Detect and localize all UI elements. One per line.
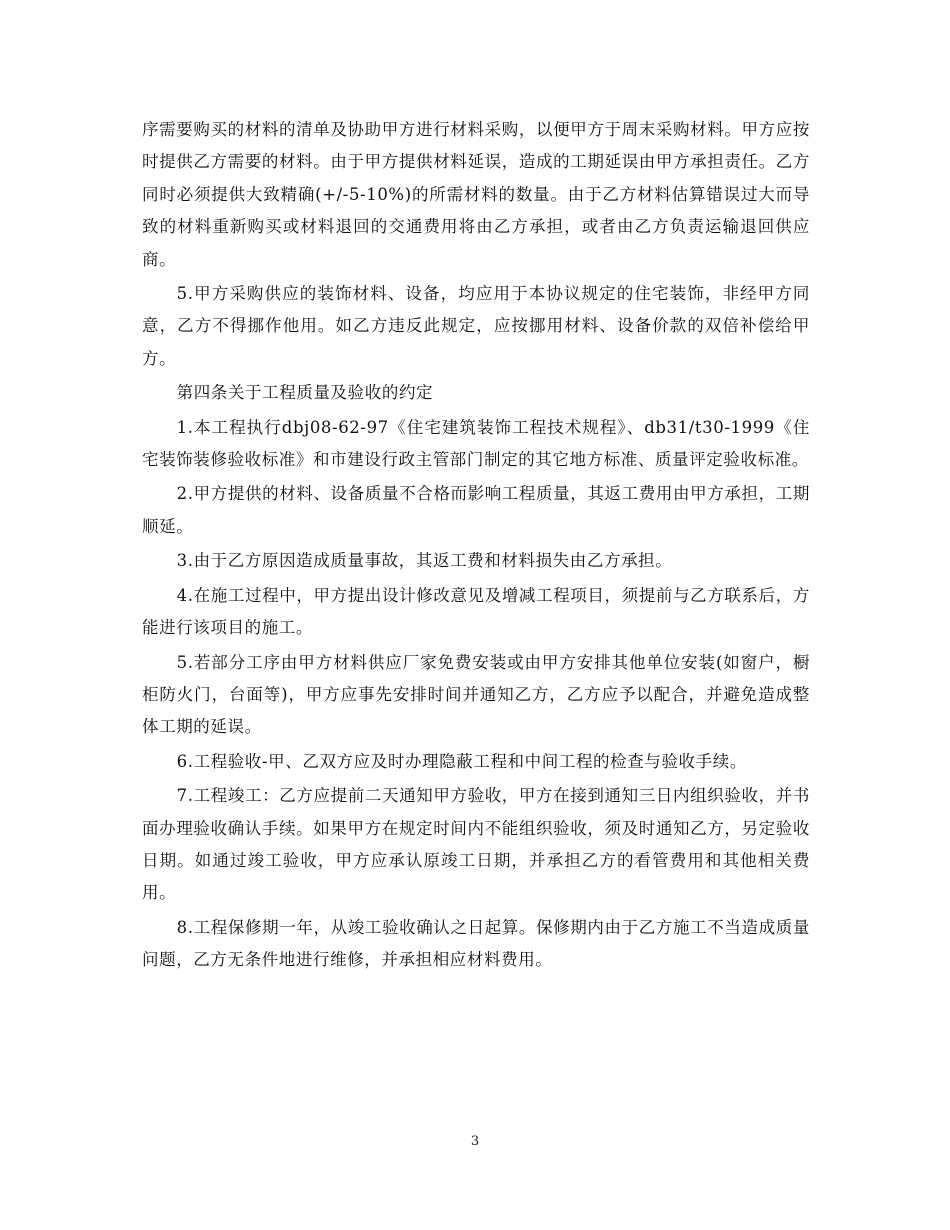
paragraph-clause-5-installation: 5.若部分工序由甲方材料供应厂家免费安装或由甲方安排其他单位安装(如窗户，橱柜防火门，台面等)，甲方应事先安排时间并通知乙方，乙方应予以配合，并避免造成整体工期的延误。 bbox=[142, 652, 810, 737]
paragraph-continuation: 序需要购买的材料的清单及协助甲方进行材料采购，以便甲方于周末采购材料。甲方应按时提供乙方需要的材料。由于甲方提供材料延误，造成的工期延误由甲方承担责任。乙方同时必须提供大致精确(+/-5-10%)的所需材料的数量。由于乙方材料估算错误过大而导致的材料重新购买或材料退回的交通费用将由乙方承担，或者由乙方负责运输退回供应商。 bbox=[142, 120, 810, 269]
paragraph-clause-5-materials: 5.甲方采购供应的装饰材料、设备，均应用于本协议规定的住宅装饰，非经甲方同意，乙方不得挪作他用。如乙方违反此规定，应按挪用材料、设备价款的双倍补偿给甲方。 bbox=[142, 284, 810, 368]
page-number: 3 bbox=[470, 1134, 480, 1149]
paragraph-clause-2-quality: 2.甲方提供的材料、设备质量不合格而影响工程质量，其返工费用由甲方承担，工期顺延。 bbox=[142, 484, 810, 536]
paragraph-clause-4-changes: 4.在施工过程中，甲方提出设计修改意见及增减工程项目，须提前与乙方联系后，方能进行该项目的施工。 bbox=[142, 585, 810, 638]
paragraph-clause-8-warranty: 8.工程保修期一年，从竣工验收确认之日起算。保修期内由于乙方施工不当造成质量问题，乙方无条件地进行维修，并承担相应材料费用。 bbox=[142, 917, 810, 970]
paragraph-clause-3-accident: 3.由于乙方原因造成质量事故，其返工费和材料损失由乙方承担。 bbox=[176, 551, 673, 571]
paragraph-clause-7-completion: 7.工程竣工：乙方应提前二天通知甲方验收，甲方在接到通知三日内组织验收，并书面办理验收确认手续。如果甲方在规定时间内不能组织验收，须及时通知乙方，另定验收日期。如通过竣工验收，甲方应承认原竣工日期，并承担乙方的看管费用和其他相关费用。 bbox=[142, 786, 810, 903]
section-heading-article-4: 第四条关于工程质量及验收的约定 bbox=[176, 383, 434, 403]
paragraph-clause-1-standards: 1.本工程执行dbj08-62-97《住宅建筑装饰工程技术规程》、db31/t30-1999《住宅装饰装修验收标准》和市建设行政主管部门制定的其它地方标准、质量评定验收标准。 bbox=[142, 417, 810, 470]
paragraph-clause-6-inspection: 6.工程验收-甲、乙双方应及时办理隐蔽工程和中间工程的检查与验收手续。 bbox=[176, 751, 747, 771]
document-body bbox=[142, 114, 810, 979]
